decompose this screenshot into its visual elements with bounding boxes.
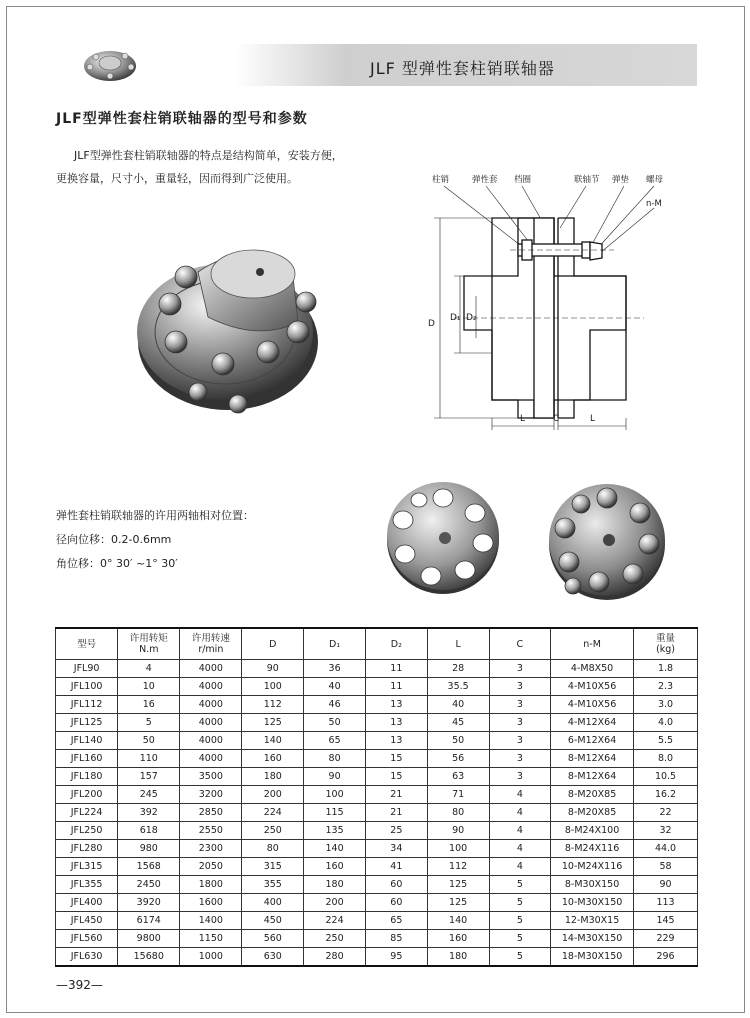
table-cell: 280 (304, 948, 366, 967)
section-title: JLF型弹性套柱销联轴器的型号和参数 (56, 111, 308, 127)
table-cell: 5 (489, 876, 551, 894)
table-cell: 10-M24X116 (551, 858, 634, 876)
table-cell: 1000 (180, 948, 242, 967)
dim-L-right: L (590, 414, 596, 424)
table-cell: 90 (427, 822, 489, 840)
table-cell: 315 (242, 858, 304, 876)
label-coupling: 联轴节 (574, 175, 600, 185)
intro-paragraph (56, 144, 396, 190)
table-row (56, 912, 698, 930)
table-cell: 80 (427, 804, 489, 822)
table-cell: 36 (304, 660, 366, 678)
table-cell: 14-M30X150 (551, 930, 634, 948)
table-cell: 8-M30X150 (551, 876, 634, 894)
table-cell: JFL560 (56, 930, 118, 948)
table-body (56, 660, 698, 967)
table-cell: 2.3 (634, 678, 698, 696)
table-cell: 125 (242, 714, 304, 732)
table-cell: 4-M12X64 (551, 714, 634, 732)
table-cell: 32 (634, 822, 698, 840)
table-cell: 980 (118, 840, 180, 858)
table-cell: 250 (304, 930, 366, 948)
table-row (56, 768, 698, 786)
table-cell: 3 (489, 678, 551, 696)
column-header-line: D₁ (329, 638, 341, 650)
table-cell: 3500 (180, 768, 242, 786)
table-cell: 245 (118, 786, 180, 804)
table-row (56, 750, 698, 768)
table-cell: 16 (118, 696, 180, 714)
column-header (427, 628, 489, 660)
table-cell: 1.8 (634, 660, 698, 678)
table-cell: 3 (489, 660, 551, 678)
column-header-line: D (269, 638, 277, 650)
table-cell: 50 (304, 714, 366, 732)
table-cell: 392 (118, 804, 180, 822)
table-cell: 90 (634, 876, 698, 894)
column-header (180, 628, 242, 660)
table-cell: JFL112 (56, 696, 118, 714)
coupling-photo (128, 232, 323, 417)
table-row (56, 822, 698, 840)
table-cell: 45 (427, 714, 489, 732)
table-cell: 160 (427, 930, 489, 948)
table-cell: 10.5 (634, 768, 698, 786)
table-cell: JFL280 (56, 840, 118, 858)
table-cell: JFL224 (56, 804, 118, 822)
table-cell: 110 (118, 750, 180, 768)
radial-displacement: 径向位移：0.2-0.6mm (56, 533, 172, 546)
table-cell: 4 (489, 822, 551, 840)
table-cell: 630 (242, 948, 304, 967)
dim-D2: D₂ (466, 313, 477, 323)
column-header (551, 628, 634, 660)
label-n-m: n-M (646, 199, 662, 209)
table-cell: 60 (366, 876, 428, 894)
table-cell: 4-M10X56 (551, 696, 634, 714)
table-cell: 21 (366, 804, 428, 822)
page-number: —392— (56, 978, 103, 992)
column-header (242, 628, 304, 660)
table-cell: 71 (427, 786, 489, 804)
table-cell: 3 (489, 750, 551, 768)
table-row (56, 930, 698, 948)
table-cell: 46 (304, 696, 366, 714)
dim-D1: D₁ (450, 313, 461, 323)
table-row (56, 876, 698, 894)
table-cell: 296 (634, 948, 698, 967)
table-cell: 1600 (180, 894, 242, 912)
table-cell: 63 (427, 768, 489, 786)
table-cell: 50 (427, 732, 489, 750)
table-cell: 4000 (180, 732, 242, 750)
table-cell: 112 (427, 858, 489, 876)
table-cell: 34 (366, 840, 428, 858)
table-cell: 5.5 (634, 732, 698, 750)
table-cell: 56 (427, 750, 489, 768)
table-cell: 44.0 (634, 840, 698, 858)
table-cell: 90 (242, 660, 304, 678)
table-cell: 3 (489, 732, 551, 750)
table-row (56, 732, 698, 750)
table-cell: JFL90 (56, 660, 118, 678)
table-row (56, 894, 698, 912)
table-cell: 5 (489, 948, 551, 967)
column-header-line: D₂ (390, 638, 402, 650)
table-cell: JFL140 (56, 732, 118, 750)
pin-disc-photo (545, 478, 670, 603)
table-cell: 80 (242, 840, 304, 858)
column-header (366, 628, 428, 660)
table-cell: 4 (489, 804, 551, 822)
column-header-line: r/min (198, 644, 224, 655)
coupling-thumbnail (80, 46, 140, 84)
table-cell: 125 (427, 876, 489, 894)
table-cell: 40 (304, 678, 366, 696)
intro-line-1: JLF型弹性套柱销联轴器的特点是结构简单，安装方便， (74, 149, 343, 162)
table-cell: 90 (304, 768, 366, 786)
table-cell: 95 (366, 948, 428, 967)
table-cell: 16.2 (634, 786, 698, 804)
table-cell: 3 (489, 696, 551, 714)
table-cell: JFL125 (56, 714, 118, 732)
table-cell: 4 (489, 786, 551, 804)
table-cell: 1568 (118, 858, 180, 876)
table-cell: 100 (242, 678, 304, 696)
table-cell: 180 (304, 876, 366, 894)
column-header (118, 628, 180, 660)
table-cell: JFL100 (56, 678, 118, 696)
table-cell: 4 (118, 660, 180, 678)
table-cell: 5 (489, 894, 551, 912)
column-header-line: 许用转速 (191, 633, 230, 644)
table-cell: 1150 (180, 930, 242, 948)
table-cell: 58 (634, 858, 698, 876)
table-cell: JFL630 (56, 948, 118, 967)
table-cell: 1400 (180, 912, 242, 930)
table-cell: 229 (634, 930, 698, 948)
table-row (56, 948, 698, 967)
table-cell: 400 (242, 894, 304, 912)
intro-line-2: 更换容量，尺寸小，重量轻，因而得到广泛使用。 (56, 172, 298, 185)
table-cell: JFL250 (56, 822, 118, 840)
table-cell: 50 (118, 732, 180, 750)
table-row (56, 840, 698, 858)
position-heading: 弹性套柱销联轴器的许用两轴相对位置： (56, 509, 254, 522)
table-cell: 2550 (180, 822, 242, 840)
label-washer: 弹垫 (612, 175, 630, 185)
table-cell: JFL400 (56, 894, 118, 912)
table-cell: JFL200 (56, 786, 118, 804)
column-header-line: (kg) (656, 644, 676, 655)
table-cell: 13 (366, 714, 428, 732)
table-cell: 157 (118, 768, 180, 786)
table-cell: 180 (242, 768, 304, 786)
table-cell: 15 (366, 768, 428, 786)
table-cell: 2050 (180, 858, 242, 876)
table-cell: 100 (427, 840, 489, 858)
table-cell: 250 (242, 822, 304, 840)
table-cell: 8-M12X64 (551, 768, 634, 786)
column-header-line: 许用转矩 (129, 633, 168, 644)
table-cell: 160 (242, 750, 304, 768)
table-cell: 4 (489, 858, 551, 876)
table-row (56, 678, 698, 696)
table-cell: 8-M12X64 (551, 750, 634, 768)
table-cell: 25 (366, 822, 428, 840)
label-pin: 柱销 (432, 175, 450, 185)
table-cell: 8-M24X100 (551, 822, 634, 840)
table-cell: 140 (304, 840, 366, 858)
angular-displacement: 角位移：0° 30′ ~1° 30′ (56, 557, 178, 570)
table-row (56, 660, 698, 678)
table-cell: 85 (366, 930, 428, 948)
column-header-line: C (516, 638, 524, 650)
dim-D: D (428, 319, 435, 329)
table-header-row (56, 628, 698, 660)
table-cell: 6-M12X64 (551, 732, 634, 750)
spec-table (55, 627, 698, 967)
table-cell: 5 (489, 930, 551, 948)
table-cell: 15 (366, 750, 428, 768)
table-cell: 65 (304, 732, 366, 750)
table-cell: 4000 (180, 678, 242, 696)
table-cell: 618 (118, 822, 180, 840)
table-cell: 140 (242, 732, 304, 750)
table-cell: 65 (366, 912, 428, 930)
table-cell: 8-M20X85 (551, 804, 634, 822)
table-cell: 41 (366, 858, 428, 876)
table-cell: JFL450 (56, 912, 118, 930)
table-cell: 35.5 (427, 678, 489, 696)
table-cell: 180 (427, 948, 489, 967)
dim-C: C (553, 414, 560, 424)
table-cell: 113 (634, 894, 698, 912)
table-row (56, 804, 698, 822)
table-cell: JFL180 (56, 768, 118, 786)
column-header (634, 628, 698, 660)
table-cell: 140 (427, 912, 489, 930)
flange-disc-photo (383, 478, 503, 598)
table-cell: 13 (366, 696, 428, 714)
allowable-position-block (56, 504, 254, 576)
table-row (56, 858, 698, 876)
table-cell: 5 (489, 912, 551, 930)
table-cell: 5 (118, 714, 180, 732)
table-cell: 160 (304, 858, 366, 876)
table-cell: 200 (242, 786, 304, 804)
table-cell: 13 (366, 732, 428, 750)
table-cell: 355 (242, 876, 304, 894)
table-row (56, 714, 698, 732)
table-cell: 11 (366, 678, 428, 696)
table-cell: 28 (427, 660, 489, 678)
table-cell: 6174 (118, 912, 180, 930)
label-nut: 螺母 (646, 175, 664, 185)
table-cell: 8-M20X85 (551, 786, 634, 804)
table-cell: 4000 (180, 696, 242, 714)
table-cell: 11 (366, 660, 428, 678)
table-cell: 100 (304, 786, 366, 804)
table-cell: 125 (427, 894, 489, 912)
table-cell: 40 (427, 696, 489, 714)
column-header-line: N.m (139, 644, 159, 655)
table-cell: 4000 (180, 660, 242, 678)
column-header-line: n-M (583, 638, 601, 650)
table-cell: 2300 (180, 840, 242, 858)
table-cell: 3 (489, 714, 551, 732)
label-sleeve: 弹性套 (472, 175, 498, 185)
table-row (56, 696, 698, 714)
table-cell: JFL160 (56, 750, 118, 768)
label-retainer: 档圈 (514, 175, 532, 185)
table-cell: 112 (242, 696, 304, 714)
table-cell: 15680 (118, 948, 180, 967)
table-cell: 4 (489, 840, 551, 858)
table-cell: 224 (304, 912, 366, 930)
table-cell: 8-M24X116 (551, 840, 634, 858)
table-cell: 4000 (180, 750, 242, 768)
table-cell: 10 (118, 678, 180, 696)
table-cell: 10-M30X150 (551, 894, 634, 912)
table-cell: 22 (634, 804, 698, 822)
table-cell: 2450 (118, 876, 180, 894)
table-cell: 9800 (118, 930, 180, 948)
column-header (56, 628, 118, 660)
table-cell: 115 (304, 804, 366, 822)
table-cell: 2850 (180, 804, 242, 822)
table-cell: 1800 (180, 876, 242, 894)
table-cell: 3920 (118, 894, 180, 912)
column-header (304, 628, 366, 660)
column-header-line: 型号 (77, 638, 97, 650)
table-cell: 3.0 (634, 696, 698, 714)
table-cell: 80 (304, 750, 366, 768)
table-cell: 224 (242, 804, 304, 822)
page-header-title: JLF 型弹性套柱销联轴器 (370, 59, 555, 78)
table-cell: 60 (366, 894, 428, 912)
table-cell: 18-M30X150 (551, 948, 634, 967)
table-cell: 3200 (180, 786, 242, 804)
coupling-cross-section-diagram (414, 168, 704, 438)
table-cell: 8.0 (634, 750, 698, 768)
table-cell: 3 (489, 768, 551, 786)
table-cell: 4.0 (634, 714, 698, 732)
table-cell: 560 (242, 930, 304, 948)
column-header-line: 重量 (656, 633, 676, 644)
table-cell: 200 (304, 894, 366, 912)
table-cell: 4000 (180, 714, 242, 732)
table-cell: 135 (304, 822, 366, 840)
table-cell: 4-M8X50 (551, 660, 634, 678)
table-cell: JFL315 (56, 858, 118, 876)
dim-L-left: L (520, 414, 526, 424)
table-row (56, 786, 698, 804)
table-cell: JFL355 (56, 876, 118, 894)
column-header (489, 628, 551, 660)
table-cell: 12-M30X15 (551, 912, 634, 930)
table-cell: 145 (634, 912, 698, 930)
table-cell: 4-M10X56 (551, 678, 634, 696)
table-cell: 21 (366, 786, 428, 804)
column-header-line: L (455, 638, 461, 650)
table-cell: 450 (242, 912, 304, 930)
